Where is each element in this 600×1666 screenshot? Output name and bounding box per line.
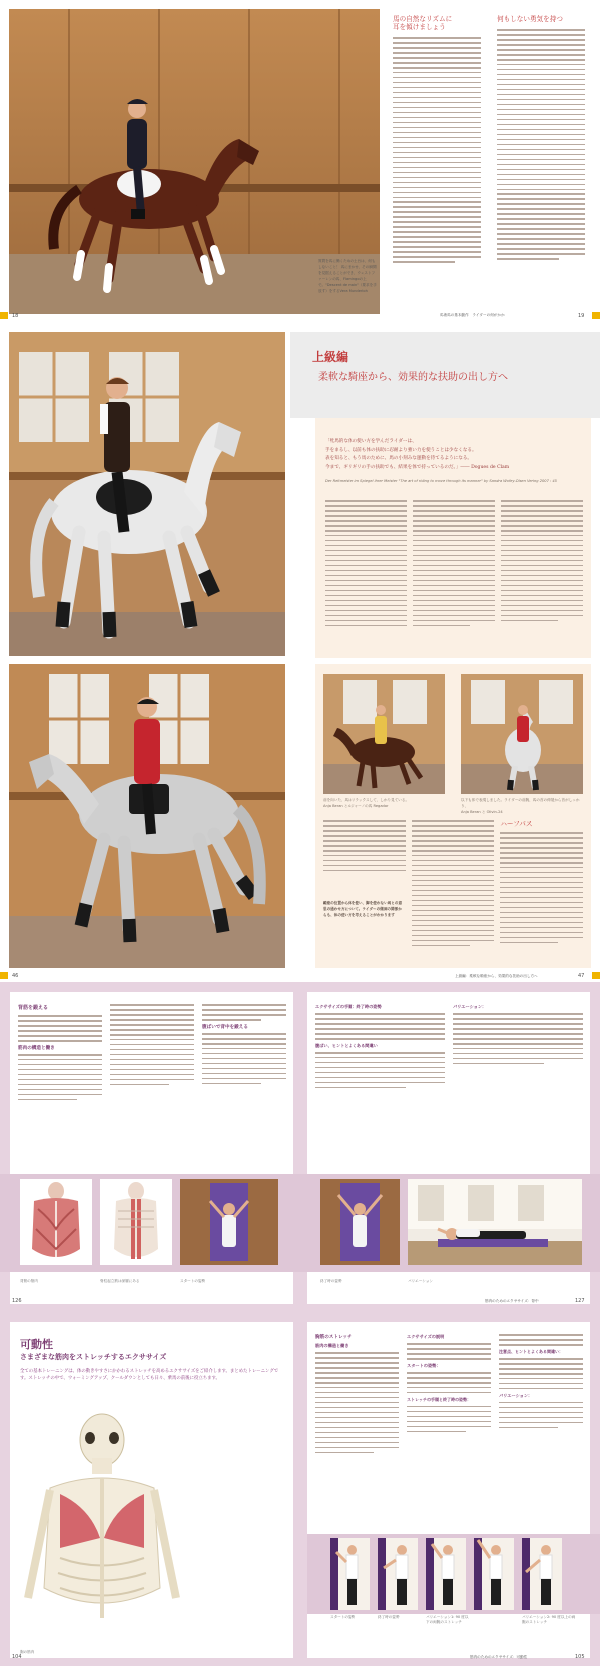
fig-caption-start: スタートの姿勢: [330, 1615, 356, 1619]
heading-prone-back: 腹ばいで背中を鍛える: [202, 1024, 248, 1030]
folio-126: 126: [12, 1298, 22, 1304]
text-105: [315, 1334, 583, 1457]
photo-stretch-start: [330, 1538, 370, 1610]
heading-courage: 何もしない勇気を持つ: [497, 15, 563, 23]
heading-muscle-structure: 筋肉の構造と働き: [18, 1045, 55, 1051]
page-tab-left: [0, 312, 8, 319]
section-subtitle: さまざまな筋肉をストレッチするエクササイズ: [20, 1353, 167, 1361]
fig-caption-3: スタートの姿勢: [180, 1279, 206, 1283]
spread-1: [0, 0, 600, 322]
quote-area: [315, 418, 591, 658]
photo-halfpass-grey: [461, 674, 583, 794]
fig-caption-2: 脊柱起立筋は深層にある: [100, 1279, 140, 1283]
spread-3: [0, 982, 600, 1312]
chapter-title: 柔軟な騎座から、効果的な扶助の出し方へ: [318, 372, 508, 383]
fig-caption-var1: バリエーション1: 90 度以下の両腕のストレッチ: [426, 1615, 469, 1624]
heading-procedure: ストレッチの手順と終了時の姿勢：: [407, 1396, 471, 1402]
fig-caption-1: 背筋の筋肉: [20, 1279, 38, 1283]
text-127: [315, 1004, 583, 1092]
heading-variation: バリエーション：: [453, 1004, 487, 1009]
photo-caption: 質問を馬に働くための土台は、何もしないこと！ 馬にまかせ、その瞬間を見据えることができ、ウェストファーレンの馬、Flamingoの上で。"Descent de main"（要求を手放す）をするVera Munderloh: [318, 259, 377, 293]
photo-stretch-end: [378, 1538, 418, 1610]
page-19-text: [389, 9, 591, 314]
photo-halfpass-bay: [323, 674, 445, 794]
page-tab-left: [0, 972, 8, 979]
fig-caption-4: 終了時の姿勢: [320, 1279, 342, 1283]
section-lead: 全ての基本トレーニングは、体の動きやすさにかかわるストレッチを高めるエクササイズをご紹介します。まとめたトレーニングです。ストレッチの中で、ウォーミングアップ、クールダウンとしても日々、乗馬の前後に役立ちます。: [20, 1369, 279, 1381]
section-title: 可動性: [20, 1338, 53, 1351]
opening-quote: 「牝馬的な体の使い方を学んだライダーは、 手をまるし、以前も体の扶助に忍耐より強い力を使うことは少なくなる。 表を知ると、もう馬のために、馬の小刻みな運動を待てるようになる。 今まで、ギリギリの手の扶助でも、結果を体で持っているのだ。」―― Dogues de Clam: [325, 439, 510, 470]
photo-grey-horse-bottom: [9, 664, 285, 968]
fig-caption-chest: 胸の筋肉: [20, 1650, 35, 1654]
page-tab-right: [592, 312, 600, 319]
photo-variation-1: [426, 1538, 466, 1610]
folio-127: 127: [575, 1298, 585, 1304]
fig-caption-end: 終了時の姿勢: [378, 1615, 400, 1619]
running-head: 馬術馬の基本動作 ライダーの何がかか: [440, 313, 505, 317]
heading-natural-rhythm: 馬の自然なリズムに 耳を傾けましょう: [393, 15, 453, 31]
caption-photo-1: 前を向いた、馬はリラックスして、しかり見ている。 Anja Beran とルジャーノの馬 Regador: [323, 798, 410, 808]
folio-18: 18: [12, 313, 19, 319]
folio-105: 105: [575, 1654, 585, 1660]
photo-variation: [408, 1179, 582, 1265]
photo-grey-horse-top: [9, 332, 285, 656]
figure-erector-spinae: [100, 1179, 172, 1265]
heading-variations: バリエーション：: [499, 1392, 533, 1398]
folio-46: 46: [12, 973, 19, 979]
page-47-panel: [315, 664, 591, 968]
heading-exercise: エクササイズの説明: [407, 1334, 445, 1339]
running-head: 上級編：柔軟な騎座から、効果的な扶助の出し方へ: [455, 974, 538, 978]
text-column-left: [393, 37, 481, 266]
photo-start-posture: [180, 1179, 278, 1265]
heading-structure: 筋肉の構造と働き: [315, 1343, 349, 1348]
spread-2: [0, 322, 600, 982]
running-head: 筋肉のためのエクササイズ：背中: [485, 1299, 539, 1303]
heading-chest-stretch: 胸筋のストレッチ: [315, 1335, 352, 1340]
photo-end-posture: [320, 1179, 400, 1265]
page-tab-right: [592, 972, 600, 979]
intro-text: [325, 500, 583, 630]
heading-start: スタートの姿勢：: [407, 1362, 441, 1368]
figure-back-muscles: [20, 1179, 92, 1265]
body-text-47: [323, 820, 583, 950]
figure-chest-muscles: [20, 1398, 185, 1648]
folio-47: 47: [578, 973, 585, 979]
heading-end-posture: エクササイズの手順：終了時の姿勢: [315, 1004, 382, 1009]
level-label: 上級編: [312, 350, 349, 364]
running-head: 筋肉のためのエクササイズ：可動性: [470, 1655, 528, 1659]
caption-photo-2: 以下も体で表現しました。ライダーの前腕、馬の首の伸展から首がしっかり、 Anja Beran と Olivin-24: [461, 798, 580, 814]
text-column-right: [497, 29, 585, 263]
folio-19: 19: [578, 313, 585, 319]
photo-variation-2: [474, 1538, 514, 1610]
fig-caption-var2: バリエーション2: 90 度以上の両腕のストレッチ: [522, 1615, 576, 1624]
heading-back-muscles: 背筋を鍛える: [18, 1005, 49, 1011]
subhead-halfpass: ハーフパス: [500, 820, 533, 828]
heading-hints: 腹ばい、ヒントとよくある間違い: [315, 1042, 378, 1048]
fig-caption-5: バリエーション: [408, 1279, 433, 1283]
photo-variation-3: [522, 1538, 562, 1610]
quote-source: Der Reitmeister im Spiegel ihrer Meister "The art of riding to move through its manner" by Sandra Wofey-Olsen Vering 2007 : 45: [325, 479, 557, 483]
heading-notes: 注意点、ヒントとよくある間違い：: [499, 1348, 563, 1354]
spread-4: [0, 1312, 600, 1666]
caption-photo-3: 騎座の位置から体を使い、脚を使わない馬との意思の通わせ方について。ライダーの側面の関係からも、体の使い方を考えることがわかります: [323, 901, 403, 917]
text-126: [18, 1004, 286, 1104]
folio-104: 104: [12, 1654, 22, 1660]
